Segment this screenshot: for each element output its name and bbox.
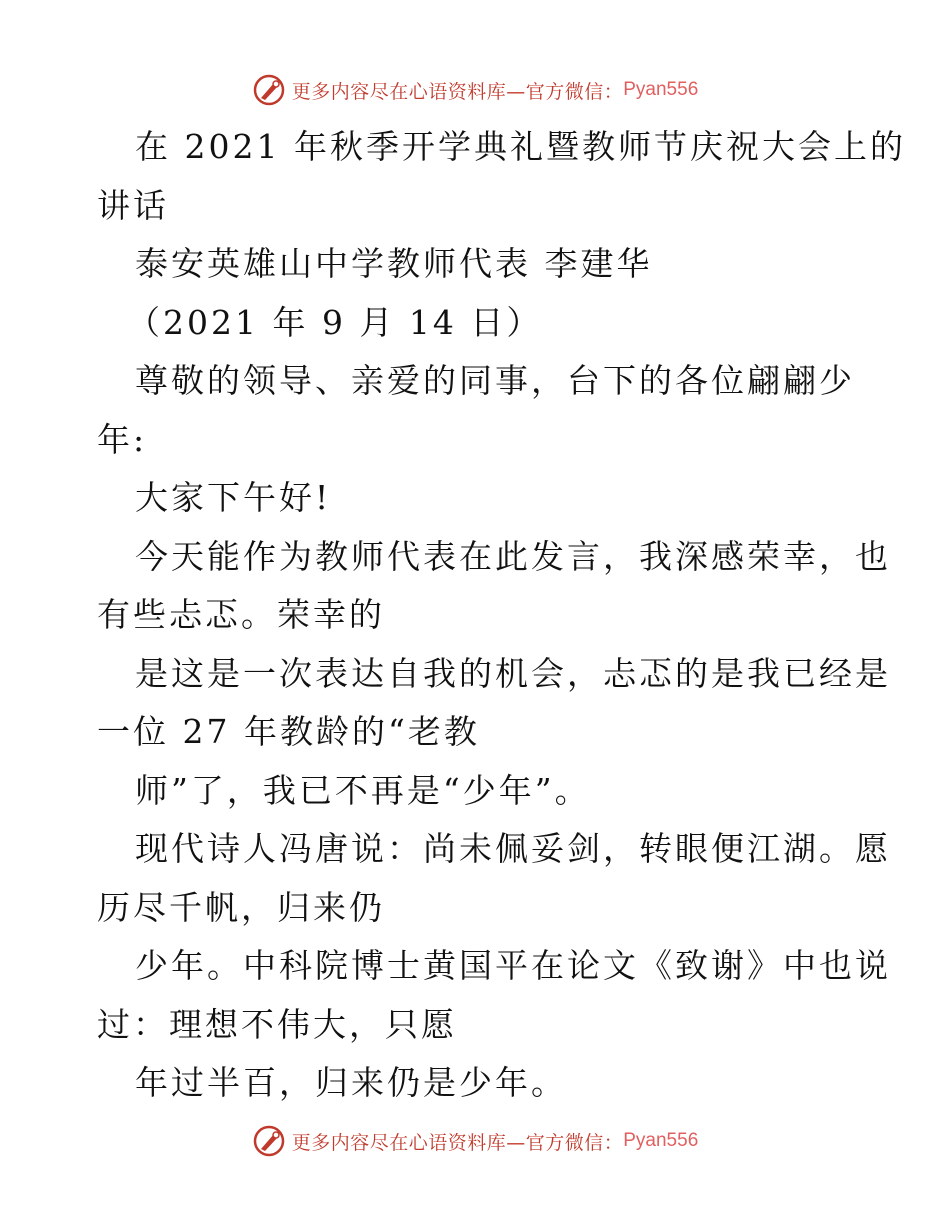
paragraph-line: 是这是一次表达自我的机会，忐忑的是我已经是 — [135, 653, 891, 693]
watermark-wechat-id: Pyan556 — [623, 1130, 699, 1151]
paragraph-line: 大家下午好! — [135, 478, 332, 517]
paragraph-line: 一位 27 年教龄的“老教 — [97, 712, 480, 751]
paragraph-line: 年过半百，归来仍是少年。 — [135, 1063, 567, 1102]
author-line: 泰安英雄山中学教师代表 李建华 — [135, 244, 653, 283]
title-line-2: 讲话 — [97, 185, 169, 225]
paragraph-line: 年: — [97, 419, 148, 459]
footer-watermark — [0, 1124, 950, 1158]
pen-logo-icon — [252, 1124, 286, 1158]
document-body — [97, 118, 906, 1113]
watermark-wechat-id: Pyan556 — [623, 79, 699, 100]
title-line-1: 在 2021 年秋季开学典礼暨教师节庆祝大会上的 — [135, 127, 906, 166]
paragraph-line: 有些忐忑。荣幸的 — [97, 595, 385, 634]
header-watermark — [0, 73, 950, 107]
paragraph-line: 少年。中科院博士黄国平在论文《致谢》中也说 — [135, 946, 891, 985]
paragraph-line: 师”了，我已不再是“少年”。 — [135, 770, 591, 810]
paragraph-line: 历尽千帆，归来仍 — [97, 887, 385, 927]
date-line: （2021 年 9 月 14 日） — [127, 302, 543, 342]
paragraph-line: 尊敬的领导、亲爱的同事，台下的各位翩翩少 — [135, 361, 855, 400]
watermark-text: 更多内容尽在心语资料库—官方微信： — [291, 80, 624, 103]
watermark-text: 更多内容尽在心语资料库—官方微信： — [291, 1131, 624, 1154]
paragraph-line: 今天能作为教师代表在此发言，我深感荣幸，也 — [135, 536, 891, 576]
paragraph-line: 过：理想不伟大，只愿 — [97, 1004, 457, 1044]
pen-logo-icon — [252, 73, 286, 107]
paragraph-line: 现代诗人冯唐说：尚未佩妥剑，转眼便江湖。愿 — [135, 829, 891, 868]
